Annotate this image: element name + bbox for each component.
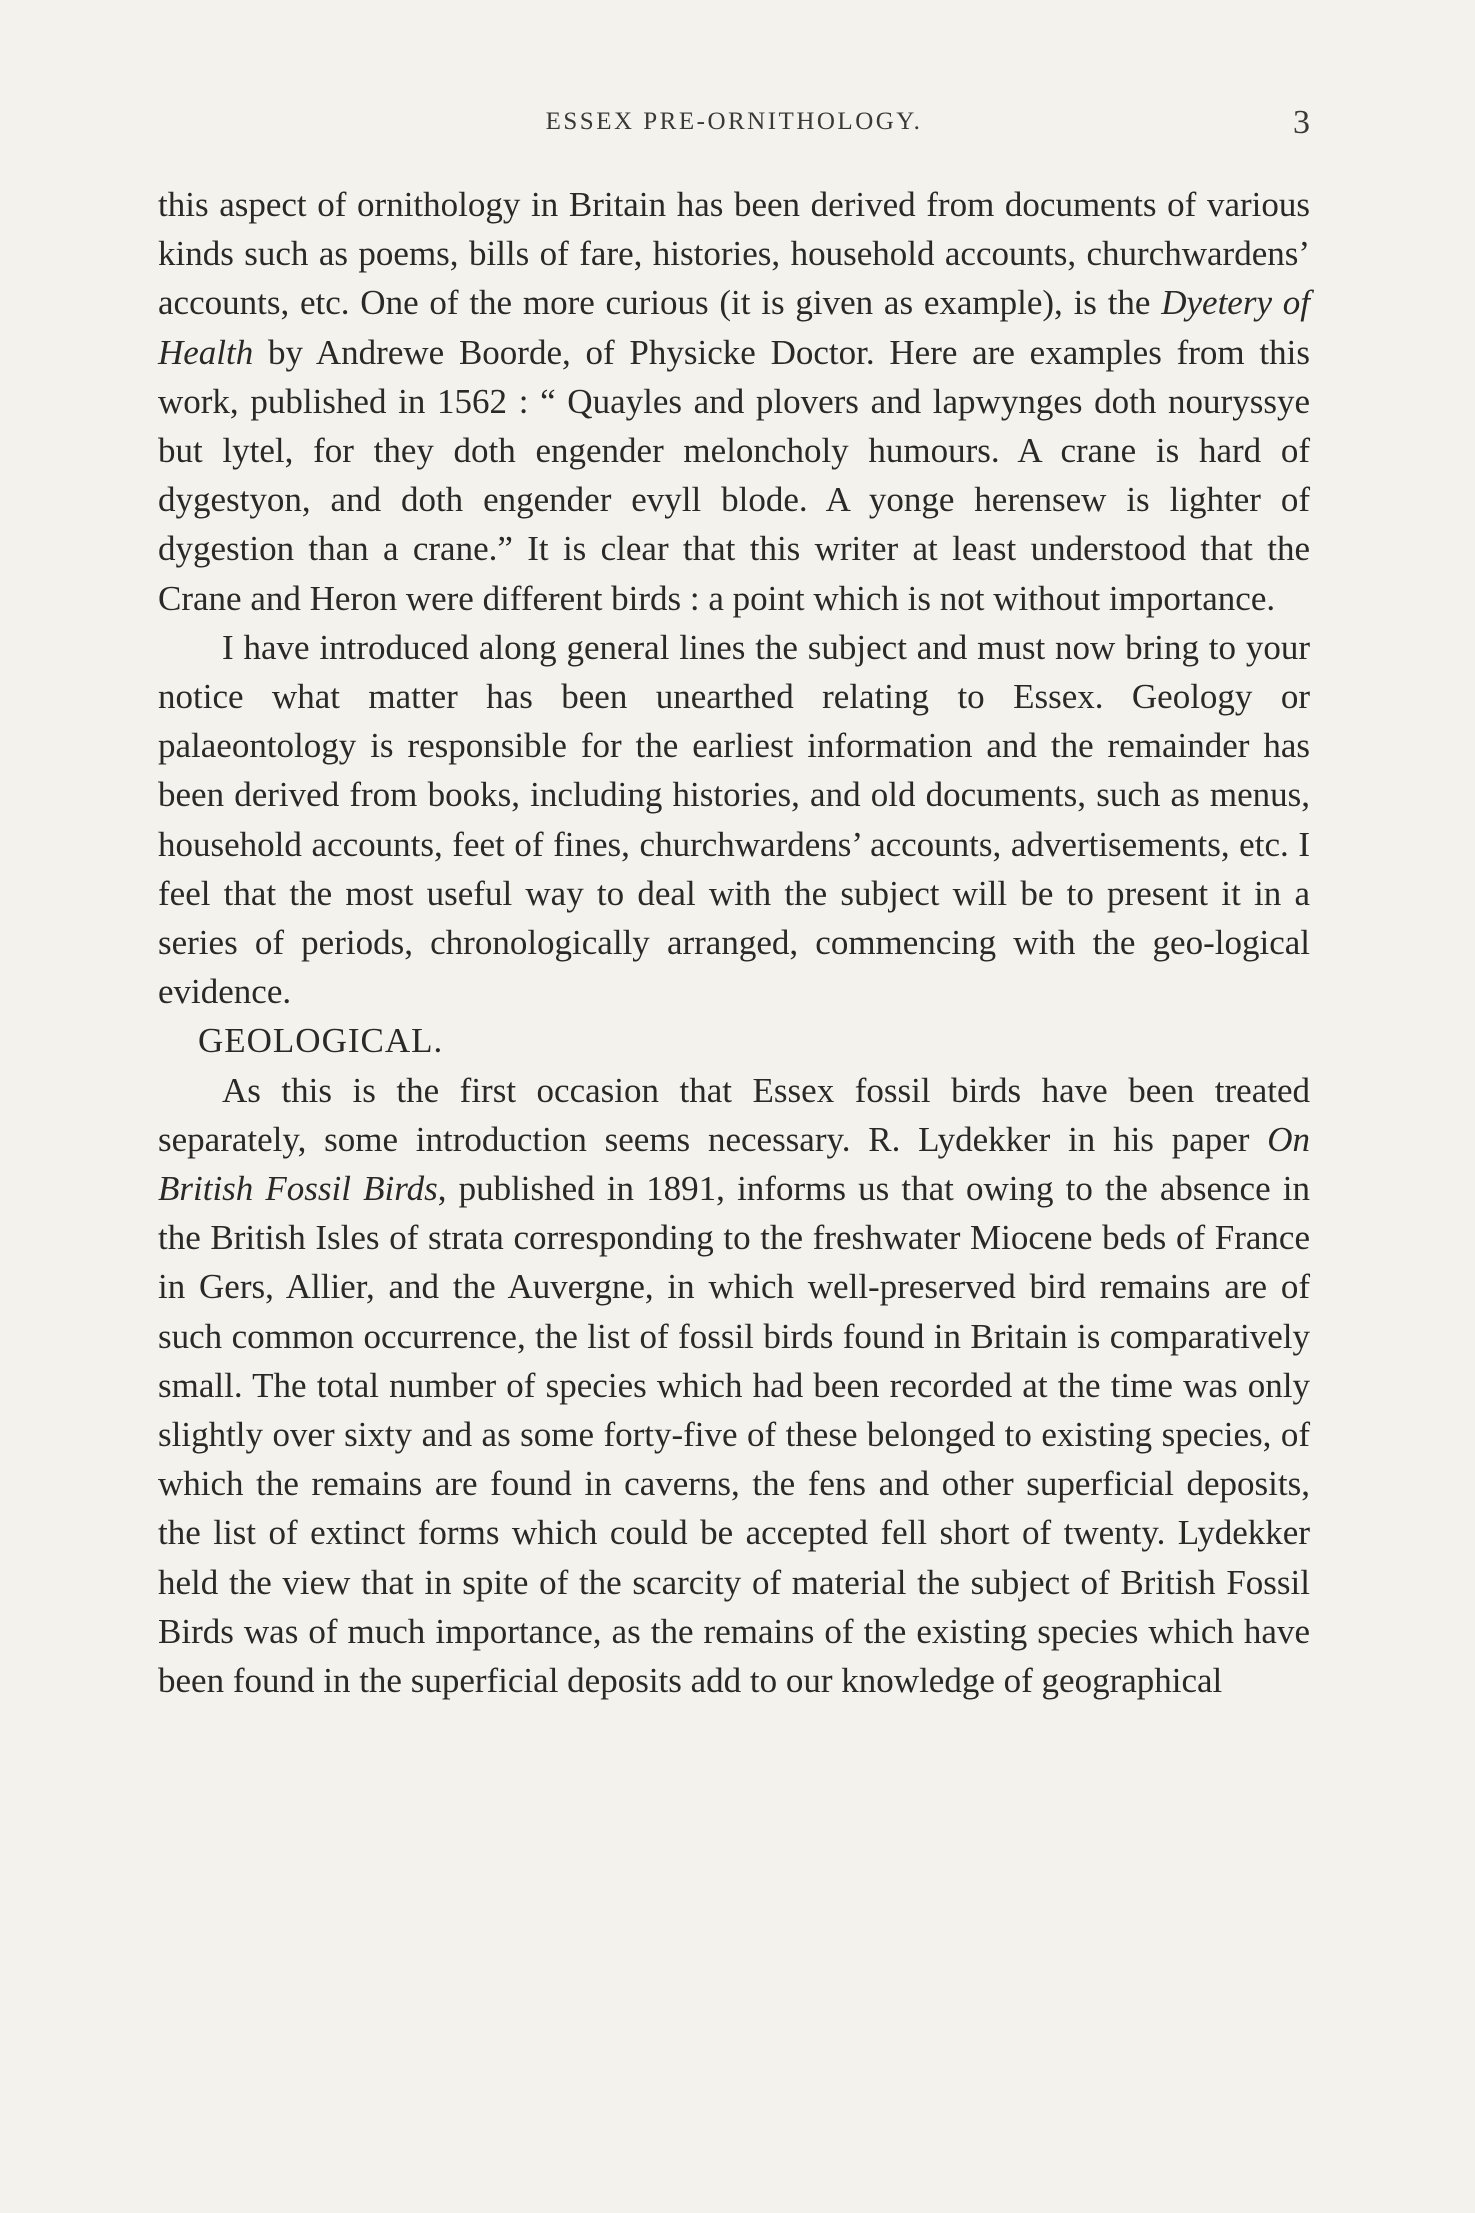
section-heading: GEOLOGICAL. — [198, 1021, 444, 1061]
page-number: 3 — [1293, 104, 1310, 141]
body-text — [158, 180, 1310, 1705]
italic-book-title: Dyetery of Health — [158, 283, 1310, 372]
paragraph — [158, 1066, 1310, 1706]
running-header — [158, 104, 1310, 148]
italic-paper-title: On British Fossil Birds — [158, 1119, 1310, 1209]
paragraph — [158, 623, 1310, 1017]
paragraph-text: by Andrewe Boorde, of Physicke Doctor. Here are examples from this work, published in 1562 : “ Quayles and plovers and lapwynges doth nouryssye but lytel, for they doth engender meloncholy humours. A crane is hard of dygestyon, and doth engender evyll blode. A yonge herensew is lighter of dygestion than a crane.” It is clear that this writer at least understood that the Crane and Heron were different birds : a point which is not without importance. — [158, 332, 1310, 618]
running-title: ESSEX PRE-ORNITHOLOGY. — [545, 108, 923, 135]
paragraph-text: As this is the first occasion that Essex fossil birds have been treated separately, some introduction seems necessary. R. Lydekker in his paper — [158, 1070, 1310, 1159]
paragraph-text: I have introduced along general lines the subject and must now bring to your notice what matter has been unearthed relating to Essex. Geology or palaeontology is responsible for the earliest information and the remainder has been derived from books, including histories, and old documents, such as menus, household accounts, feet of fines, churchwardens’ accounts, advertisements, etc. I feel that the most useful way to deal with the subject will be to present it in a series of periods, chronologically arranged, commencing with the geo-logical evidence. — [158, 627, 1310, 1012]
paragraph-text: this aspect of ornithology in Britain has been derived from documents of various kinds such as poems, bills of fare, histories, household accounts, churchwardens’ accounts, etc. One of the more curious (it is given as example), is the — [158, 185, 1310, 323]
paragraph-text: , published in 1891, informs us that owing to the absence in the British Isles of strata corresponding to the freshwater Miocene beds of France in Gers, Allier, and the Auvergne, in which well-preserved bird remains are of such common occurrence, the list of fossil birds found in Britain is comparatively small. The total number of species which had been recorded at the time was only slightly over sixty and as some forty-five of these belonged to existing species, of which the remains are found in caverns, the fens and other superficial deposits, the list of extinct forms which could be accepted fell short of twenty. Lydekker held the view that in spite of the scarcity of material the subject of British Fossil Birds was of much importance, as the remains of the existing species which have been found in the superficial deposits add to our knowledge of geographical — [158, 1169, 1310, 1701]
paragraph-continued — [158, 180, 1310, 623]
